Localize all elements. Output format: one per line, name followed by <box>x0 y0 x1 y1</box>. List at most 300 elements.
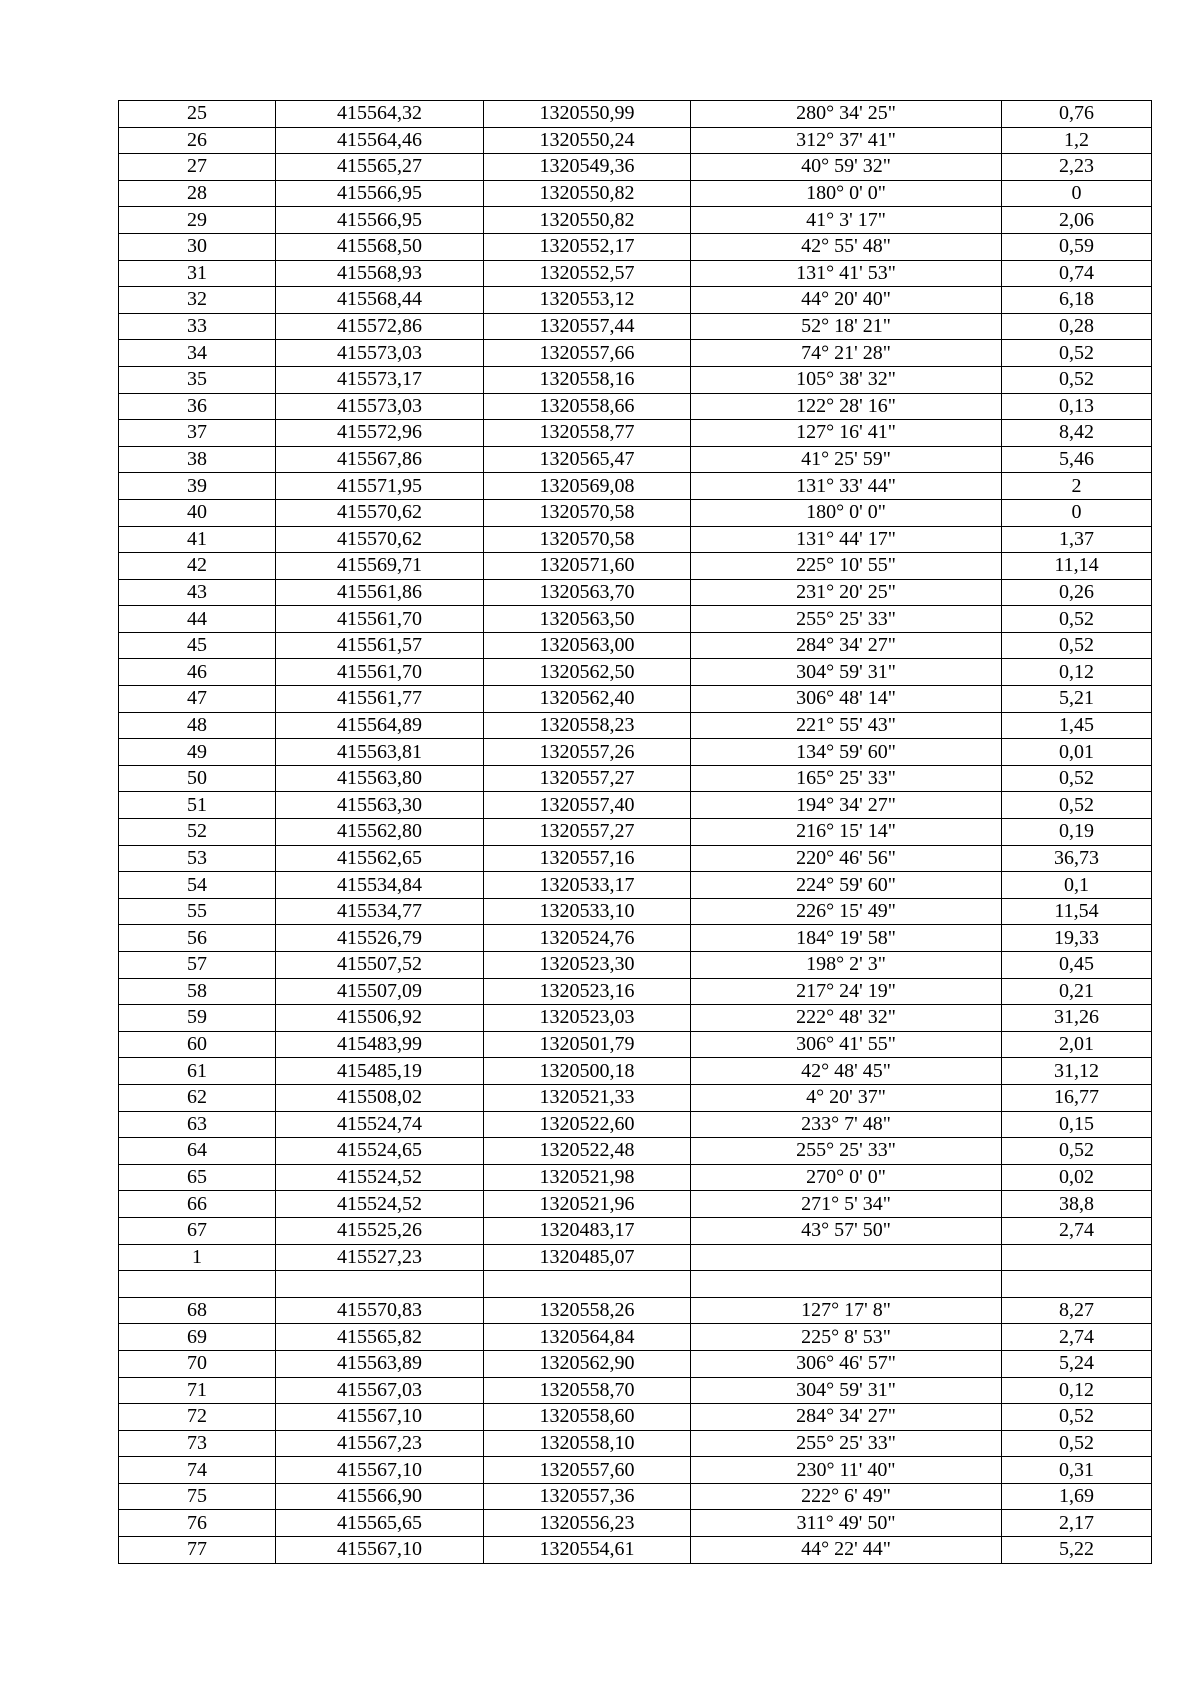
y-coordinate-cell: 1320553,12 <box>484 287 691 314</box>
table-row <box>119 473 1152 500</box>
bearing-cell: 306° 48' 14" <box>691 686 1002 713</box>
table-row <box>119 499 1152 526</box>
bearing-cell: 52° 18' 21" <box>691 313 1002 340</box>
x-coordinate-cell: 415570,62 <box>276 499 484 526</box>
bearing-cell: 225° 10' 55" <box>691 553 1002 580</box>
distance-cell: 2,06 <box>1002 207 1152 234</box>
distance-cell <box>1002 1244 1152 1271</box>
point-number-cell: 32 <box>119 287 276 314</box>
x-coordinate-cell: 415569,71 <box>276 553 484 580</box>
table-row <box>119 233 1152 260</box>
point-number-cell: 39 <box>119 473 276 500</box>
point-number-cell: 36 <box>119 393 276 420</box>
y-coordinate-cell: 1320557,36 <box>484 1483 691 1510</box>
distance-cell: 0,52 <box>1002 1138 1152 1165</box>
y-coordinate-cell: 1320552,57 <box>484 260 691 287</box>
bearing-cell: 131° 44' 17" <box>691 526 1002 553</box>
y-coordinate-cell: 1320522,60 <box>484 1111 691 1138</box>
y-coordinate-cell: 1320521,33 <box>484 1084 691 1111</box>
x-coordinate-cell: 415573,17 <box>276 366 484 393</box>
distance-cell: 0,52 <box>1002 340 1152 367</box>
x-coordinate-cell: 415566,95 <box>276 207 484 234</box>
distance-cell: 5,22 <box>1002 1537 1152 1564</box>
distance-cell: 0,76 <box>1002 101 1152 128</box>
x-coordinate-cell: 415566,95 <box>276 180 484 207</box>
y-coordinate-cell: 1320563,00 <box>484 632 691 659</box>
table-row <box>119 1537 1152 1564</box>
bearing-cell: 284° 34' 27" <box>691 1404 1002 1431</box>
y-coordinate-cell: 1320558,23 <box>484 712 691 739</box>
point-number-cell: 44 <box>119 606 276 633</box>
y-coordinate-cell: 1320570,58 <box>484 499 691 526</box>
point-number-cell: 48 <box>119 712 276 739</box>
distance-cell: 5,46 <box>1002 446 1152 473</box>
point-number-cell: 76 <box>119 1510 276 1537</box>
point-number-cell: 1 <box>119 1244 276 1271</box>
table-row <box>119 1271 1152 1298</box>
distance-cell: 0,52 <box>1002 632 1152 659</box>
bearing-cell: 222° 48' 32" <box>691 1005 1002 1032</box>
bearing-cell: 44° 20' 40" <box>691 287 1002 314</box>
point-number-cell: 49 <box>119 739 276 766</box>
bearing-cell: 255° 25' 33" <box>691 1430 1002 1457</box>
table-row <box>119 287 1152 314</box>
y-coordinate-cell: 1320558,60 <box>484 1404 691 1431</box>
bearing-cell: 127° 17' 8" <box>691 1297 1002 1324</box>
point-number-cell: 50 <box>119 765 276 792</box>
point-number-cell: 62 <box>119 1084 276 1111</box>
x-coordinate-cell: 415561,70 <box>276 606 484 633</box>
distance-cell: 0,52 <box>1002 765 1152 792</box>
point-number-cell: 75 <box>119 1483 276 1510</box>
table-row <box>119 579 1152 606</box>
table-row <box>119 1058 1152 1085</box>
bearing-cell: 312° 37' 41" <box>691 127 1002 154</box>
y-coordinate-cell <box>484 1271 691 1298</box>
table-row <box>119 446 1152 473</box>
distance-cell: 0,12 <box>1002 1377 1152 1404</box>
distance-cell: 0,01 <box>1002 739 1152 766</box>
point-number-cell: 41 <box>119 526 276 553</box>
point-number-cell: 40 <box>119 499 276 526</box>
distance-cell: 0 <box>1002 499 1152 526</box>
table-row <box>119 1483 1152 1510</box>
x-coordinate-cell: 415561,77 <box>276 686 484 713</box>
x-coordinate-cell: 415565,65 <box>276 1510 484 1537</box>
point-number-cell: 34 <box>119 340 276 367</box>
x-coordinate-cell: 415483,99 <box>276 1031 484 1058</box>
table-row <box>119 952 1152 979</box>
bearing-cell: 198° 2' 3" <box>691 952 1002 979</box>
point-number-cell: 65 <box>119 1164 276 1191</box>
point-number-cell <box>119 1271 276 1298</box>
bearing-cell: 221° 55' 43" <box>691 712 1002 739</box>
bearing-cell: 225° 8' 53" <box>691 1324 1002 1351</box>
distance-cell <box>1002 1271 1152 1298</box>
x-coordinate-cell: 415525,26 <box>276 1217 484 1244</box>
point-number-cell: 71 <box>119 1377 276 1404</box>
y-coordinate-cell: 1320554,61 <box>484 1537 691 1564</box>
y-coordinate-cell: 1320521,98 <box>484 1164 691 1191</box>
distance-cell: 0,21 <box>1002 978 1152 1005</box>
point-number-cell: 69 <box>119 1324 276 1351</box>
y-coordinate-cell: 1320524,76 <box>484 925 691 952</box>
bearing-cell: 41° 25' 59" <box>691 446 1002 473</box>
x-coordinate-cell: 415567,23 <box>276 1430 484 1457</box>
point-number-cell: 35 <box>119 366 276 393</box>
table-row <box>119 101 1152 128</box>
y-coordinate-cell: 1320523,16 <box>484 978 691 1005</box>
point-number-cell: 58 <box>119 978 276 1005</box>
point-number-cell: 37 <box>119 420 276 447</box>
x-coordinate-cell: 415562,80 <box>276 819 484 846</box>
y-coordinate-cell: 1320562,90 <box>484 1350 691 1377</box>
x-coordinate-cell: 415571,95 <box>276 473 484 500</box>
bearing-cell: 184° 19' 58" <box>691 925 1002 952</box>
distance-cell: 0,74 <box>1002 260 1152 287</box>
y-coordinate-cell: 1320564,84 <box>484 1324 691 1351</box>
y-coordinate-cell: 1320558,26 <box>484 1297 691 1324</box>
y-coordinate-cell: 1320523,03 <box>484 1005 691 1032</box>
distance-cell: 31,26 <box>1002 1005 1152 1032</box>
distance-cell: 8,42 <box>1002 420 1152 447</box>
point-number-cell: 73 <box>119 1430 276 1457</box>
table-row <box>119 366 1152 393</box>
x-coordinate-cell: 415563,81 <box>276 739 484 766</box>
bearing-cell: 105° 38' 32" <box>691 366 1002 393</box>
point-number-cell: 53 <box>119 845 276 872</box>
table-row <box>119 420 1152 447</box>
table-row <box>119 1404 1152 1431</box>
point-number-cell: 51 <box>119 792 276 819</box>
table-row <box>119 819 1152 846</box>
bearing-cell: 222° 6' 49" <box>691 1483 1002 1510</box>
x-coordinate-cell: 415568,44 <box>276 287 484 314</box>
distance-cell: 0,52 <box>1002 792 1152 819</box>
y-coordinate-cell: 1320500,18 <box>484 1058 691 1085</box>
bearing-cell: 233° 7' 48" <box>691 1111 1002 1138</box>
table-body <box>119 101 1152 1564</box>
point-number-cell: 52 <box>119 819 276 846</box>
distance-cell: 2,74 <box>1002 1324 1152 1351</box>
bearing-cell: 271° 5' 34" <box>691 1191 1002 1218</box>
y-coordinate-cell: 1320563,70 <box>484 579 691 606</box>
point-number-cell: 25 <box>119 101 276 128</box>
distance-cell: 11,54 <box>1002 898 1152 925</box>
y-coordinate-cell: 1320533,17 <box>484 872 691 899</box>
x-coordinate-cell: 415524,65 <box>276 1138 484 1165</box>
distance-cell: 31,12 <box>1002 1058 1152 1085</box>
point-number-cell: 38 <box>119 446 276 473</box>
table-row <box>119 526 1152 553</box>
point-number-cell: 54 <box>119 872 276 899</box>
table-row <box>119 1377 1152 1404</box>
point-number-cell: 47 <box>119 686 276 713</box>
y-coordinate-cell: 1320557,44 <box>484 313 691 340</box>
distance-cell: 11,14 <box>1002 553 1152 580</box>
bearing-cell: 255° 25' 33" <box>691 606 1002 633</box>
distance-cell: 2,74 <box>1002 1217 1152 1244</box>
coordinates-table <box>118 100 1152 1564</box>
point-number-cell: 46 <box>119 659 276 686</box>
point-number-cell: 61 <box>119 1058 276 1085</box>
distance-cell: 0,1 <box>1002 872 1152 899</box>
point-number-cell: 67 <box>119 1217 276 1244</box>
x-coordinate-cell: 415570,83 <box>276 1297 484 1324</box>
table-row <box>119 1005 1152 1032</box>
point-number-cell: 64 <box>119 1138 276 1165</box>
y-coordinate-cell: 1320557,27 <box>484 765 691 792</box>
x-coordinate-cell: 415570,62 <box>276 526 484 553</box>
distance-cell: 2,01 <box>1002 1031 1152 1058</box>
bearing-cell: 134° 59' 60" <box>691 739 1002 766</box>
distance-cell: 0,52 <box>1002 1430 1152 1457</box>
distance-cell: 1,45 <box>1002 712 1152 739</box>
distance-cell: 0 <box>1002 180 1152 207</box>
point-number-cell: 45 <box>119 632 276 659</box>
x-coordinate-cell: 415567,10 <box>276 1457 484 1484</box>
y-coordinate-cell: 1320522,48 <box>484 1138 691 1165</box>
bearing-cell: 306° 46' 57" <box>691 1350 1002 1377</box>
bearing-cell: 165° 25' 33" <box>691 765 1002 792</box>
distance-cell: 0,12 <box>1002 659 1152 686</box>
point-number-cell: 43 <box>119 579 276 606</box>
point-number-cell: 27 <box>119 154 276 181</box>
table-row <box>119 260 1152 287</box>
bearing-cell: 74° 21' 28" <box>691 340 1002 367</box>
table-row <box>119 1324 1152 1351</box>
bearing-cell: 4° 20' 37" <box>691 1084 1002 1111</box>
point-number-cell: 70 <box>119 1350 276 1377</box>
table-row <box>119 207 1152 234</box>
table-row <box>119 1138 1152 1165</box>
bearing-cell: 180° 0' 0" <box>691 499 1002 526</box>
x-coordinate-cell: 415485,19 <box>276 1058 484 1085</box>
distance-cell: 19,33 <box>1002 925 1152 952</box>
table-row <box>119 1191 1152 1218</box>
bearing-cell: 306° 41' 55" <box>691 1031 1002 1058</box>
y-coordinate-cell: 1320550,82 <box>484 207 691 234</box>
distance-cell: 1,2 <box>1002 127 1152 154</box>
bearing-cell: 41° 3' 17" <box>691 207 1002 234</box>
y-coordinate-cell: 1320562,40 <box>484 686 691 713</box>
distance-cell: 5,24 <box>1002 1350 1152 1377</box>
y-coordinate-cell: 1320558,16 <box>484 366 691 393</box>
point-number-cell: 72 <box>119 1404 276 1431</box>
table-row <box>119 553 1152 580</box>
x-coordinate-cell: 415572,86 <box>276 313 484 340</box>
x-coordinate-cell: 415524,74 <box>276 1111 484 1138</box>
y-coordinate-cell: 1320571,60 <box>484 553 691 580</box>
x-coordinate-cell: 415561,57 <box>276 632 484 659</box>
distance-cell: 2 <box>1002 473 1152 500</box>
table-row <box>119 1111 1152 1138</box>
distance-cell: 8,27 <box>1002 1297 1152 1324</box>
distance-cell: 0,31 <box>1002 1457 1152 1484</box>
x-coordinate-cell: 415534,77 <box>276 898 484 925</box>
distance-cell: 1,69 <box>1002 1483 1152 1510</box>
x-coordinate-cell: 415524,52 <box>276 1191 484 1218</box>
y-coordinate-cell: 1320552,17 <box>484 233 691 260</box>
bearing-cell: 127° 16' 41" <box>691 420 1002 447</box>
x-coordinate-cell: 415507,52 <box>276 952 484 979</box>
x-coordinate-cell: 415564,46 <box>276 127 484 154</box>
x-coordinate-cell: 415526,79 <box>276 925 484 952</box>
table-row <box>119 632 1152 659</box>
bearing-cell: 226° 15' 49" <box>691 898 1002 925</box>
bearing-cell: 255° 25' 33" <box>691 1138 1002 1165</box>
table-row <box>119 659 1152 686</box>
distance-cell: 0,19 <box>1002 819 1152 846</box>
bearing-cell: 220° 46' 56" <box>691 845 1002 872</box>
y-coordinate-cell: 1320565,47 <box>484 446 691 473</box>
distance-cell: 0,59 <box>1002 233 1152 260</box>
table-row <box>119 393 1152 420</box>
distance-cell: 0,52 <box>1002 1404 1152 1431</box>
x-coordinate-cell: 415563,89 <box>276 1350 484 1377</box>
x-coordinate-cell: 415567,86 <box>276 446 484 473</box>
x-coordinate-cell: 415567,10 <box>276 1537 484 1564</box>
x-coordinate-cell: 415564,32 <box>276 101 484 128</box>
table-row <box>119 739 1152 766</box>
distance-cell: 16,77 <box>1002 1084 1152 1111</box>
y-coordinate-cell: 1320485,07 <box>484 1244 691 1271</box>
y-coordinate-cell: 1320558,70 <box>484 1377 691 1404</box>
table-row <box>119 1244 1152 1271</box>
table-row <box>119 127 1152 154</box>
x-coordinate-cell: 415524,52 <box>276 1164 484 1191</box>
bearing-cell: 44° 22' 44" <box>691 1537 1002 1564</box>
distance-cell: 38,8 <box>1002 1191 1152 1218</box>
y-coordinate-cell: 1320533,10 <box>484 898 691 925</box>
x-coordinate-cell: 415507,09 <box>276 978 484 1005</box>
point-number-cell: 57 <box>119 952 276 979</box>
y-coordinate-cell: 1320557,16 <box>484 845 691 872</box>
x-coordinate-cell: 415567,03 <box>276 1377 484 1404</box>
bearing-cell: 216° 15' 14" <box>691 819 1002 846</box>
y-coordinate-cell: 1320562,50 <box>484 659 691 686</box>
bearing-cell: 304° 59' 31" <box>691 1377 1002 1404</box>
y-coordinate-cell: 1320550,82 <box>484 180 691 207</box>
table-row <box>119 154 1152 181</box>
distance-cell: 0,45 <box>1002 952 1152 979</box>
table-row <box>119 978 1152 1005</box>
point-number-cell: 63 <box>119 1111 276 1138</box>
point-number-cell: 55 <box>119 898 276 925</box>
x-coordinate-cell: 415573,03 <box>276 393 484 420</box>
x-coordinate-cell: 415563,80 <box>276 765 484 792</box>
point-number-cell: 60 <box>119 1031 276 1058</box>
point-number-cell: 29 <box>119 207 276 234</box>
distance-cell: 6,18 <box>1002 287 1152 314</box>
y-coordinate-cell: 1320523,30 <box>484 952 691 979</box>
x-coordinate-cell: 415566,90 <box>276 1483 484 1510</box>
table-row <box>119 712 1152 739</box>
y-coordinate-cell: 1320558,66 <box>484 393 691 420</box>
bearing-cell: 131° 33' 44" <box>691 473 1002 500</box>
bearing-cell: 42° 55' 48" <box>691 233 1002 260</box>
distance-cell: 36,73 <box>1002 845 1152 872</box>
table-row <box>119 845 1152 872</box>
y-coordinate-cell: 1320549,36 <box>484 154 691 181</box>
distance-cell: 0,52 <box>1002 606 1152 633</box>
x-coordinate-cell <box>276 1271 484 1298</box>
y-coordinate-cell: 1320558,77 <box>484 420 691 447</box>
y-coordinate-cell: 1320569,08 <box>484 473 691 500</box>
bearing-cell: 40° 59' 32" <box>691 154 1002 181</box>
table-row <box>119 872 1152 899</box>
table-row <box>119 606 1152 633</box>
distance-cell: 5,21 <box>1002 686 1152 713</box>
point-number-cell: 33 <box>119 313 276 340</box>
x-coordinate-cell: 415565,27 <box>276 154 484 181</box>
table-row <box>119 1457 1152 1484</box>
distance-cell: 1,37 <box>1002 526 1152 553</box>
point-number-cell: 74 <box>119 1457 276 1484</box>
x-coordinate-cell: 415568,50 <box>276 233 484 260</box>
bearing-cell: 194° 34' 27" <box>691 792 1002 819</box>
point-number-cell: 31 <box>119 260 276 287</box>
y-coordinate-cell: 1320483,17 <box>484 1217 691 1244</box>
bearing-cell: 217° 24' 19" <box>691 978 1002 1005</box>
distance-cell: 2,23 <box>1002 154 1152 181</box>
point-number-cell: 77 <box>119 1537 276 1564</box>
x-coordinate-cell: 415508,02 <box>276 1084 484 1111</box>
y-coordinate-cell: 1320557,60 <box>484 1457 691 1484</box>
table-row <box>119 792 1152 819</box>
bearing-cell: 304° 59' 31" <box>691 659 1002 686</box>
table-row <box>119 1430 1152 1457</box>
y-coordinate-cell: 1320563,50 <box>484 606 691 633</box>
y-coordinate-cell: 1320570,58 <box>484 526 691 553</box>
distance-cell: 0,02 <box>1002 1164 1152 1191</box>
table-row <box>119 686 1152 713</box>
y-coordinate-cell: 1320557,66 <box>484 340 691 367</box>
point-number-cell: 66 <box>119 1191 276 1218</box>
bearing-cell <box>691 1244 1002 1271</box>
table-row <box>119 898 1152 925</box>
x-coordinate-cell: 415561,86 <box>276 579 484 606</box>
y-coordinate-cell: 1320558,10 <box>484 1430 691 1457</box>
y-coordinate-cell: 1320521,96 <box>484 1191 691 1218</box>
bearing-cell: 284° 34' 27" <box>691 632 1002 659</box>
x-coordinate-cell: 415568,93 <box>276 260 484 287</box>
bearing-cell: 311° 49' 50" <box>691 1510 1002 1537</box>
bearing-cell: 270° 0' 0" <box>691 1164 1002 1191</box>
point-number-cell: 56 <box>119 925 276 952</box>
table-row <box>119 1164 1152 1191</box>
x-coordinate-cell: 415565,82 <box>276 1324 484 1351</box>
table-row <box>119 765 1152 792</box>
point-number-cell: 42 <box>119 553 276 580</box>
bearing-cell: 43° 57' 50" <box>691 1217 1002 1244</box>
table-row <box>119 925 1152 952</box>
bearing-cell: 224° 59' 60" <box>691 872 1002 899</box>
table-row <box>119 1510 1152 1537</box>
y-coordinate-cell: 1320550,99 <box>484 101 691 128</box>
bearing-cell: 122° 28' 16" <box>691 393 1002 420</box>
distance-cell: 0,52 <box>1002 366 1152 393</box>
distance-cell: 0,26 <box>1002 579 1152 606</box>
x-coordinate-cell: 415563,30 <box>276 792 484 819</box>
x-coordinate-cell: 415527,23 <box>276 1244 484 1271</box>
x-coordinate-cell: 415562,65 <box>276 845 484 872</box>
table-row <box>119 1084 1152 1111</box>
y-coordinate-cell: 1320557,26 <box>484 739 691 766</box>
table-row <box>119 313 1152 340</box>
x-coordinate-cell: 415572,96 <box>276 420 484 447</box>
table-row <box>119 1297 1152 1324</box>
